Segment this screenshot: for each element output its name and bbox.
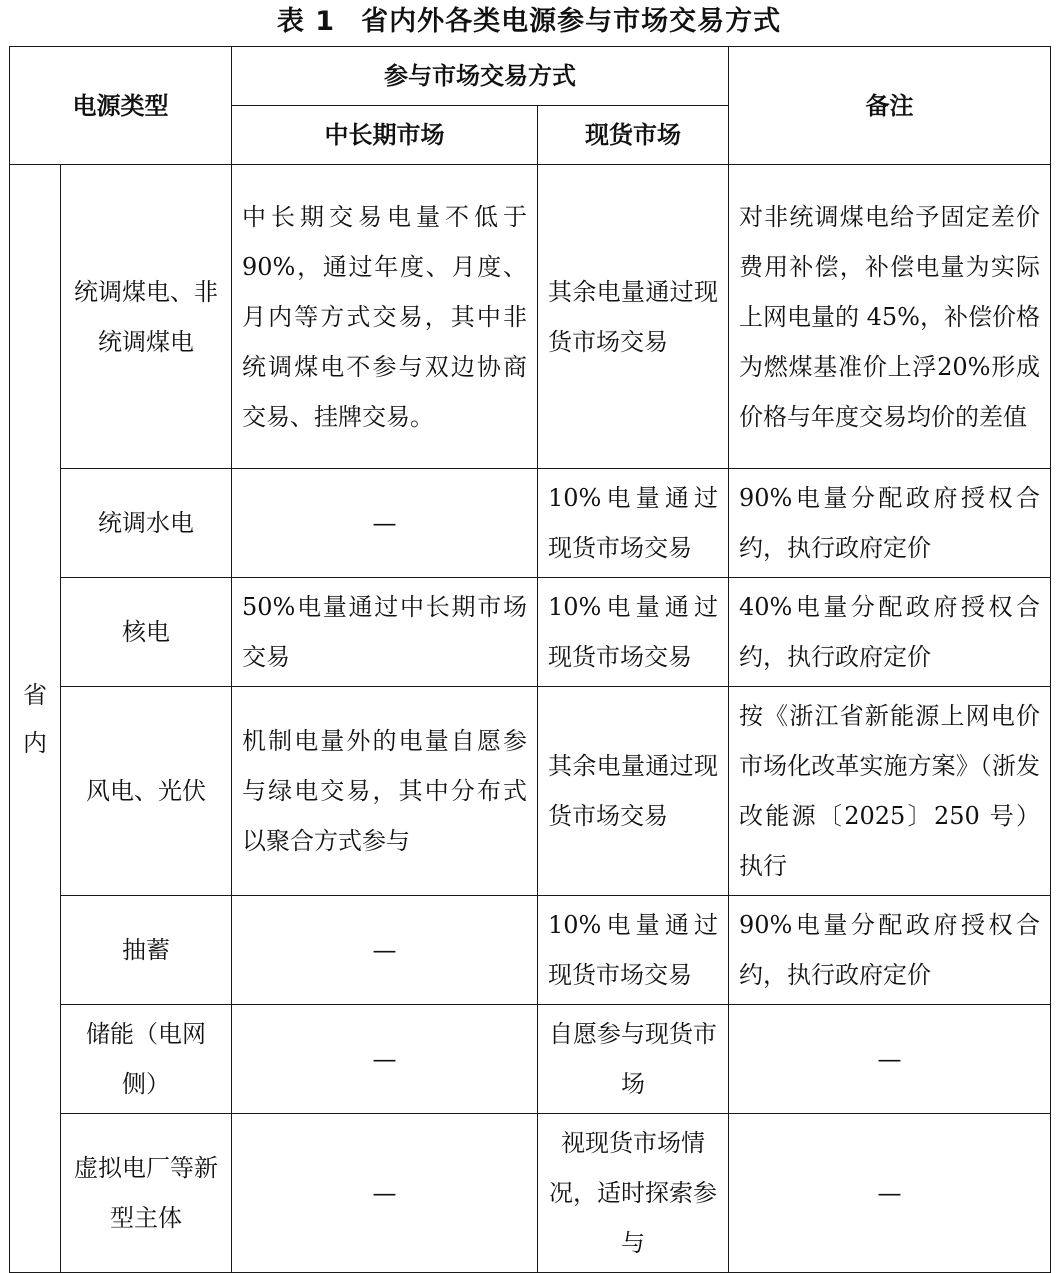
row-spot: 10%电量通过现货市场交易	[538, 578, 729, 687]
row-spot: 10%电量通过现货市场交易	[538, 896, 729, 1005]
header-participation: 参与市场交易方式	[232, 47, 729, 106]
region-char-1: 省	[23, 680, 47, 709]
header-row-1	[10, 47, 1051, 106]
table-number: 表 1	[276, 6, 336, 37]
row-mid-long: —	[232, 1114, 538, 1273]
row-remarks: 40%电量分配政府授权合约，执行政府定价	[729, 578, 1051, 687]
row-spot: 10%电量通过现货市场交易	[538, 469, 729, 578]
table-row	[10, 896, 1051, 1005]
row-mid-long: 50%电量通过中长期市场交易	[232, 578, 538, 687]
row-spot: 视现货市场情况，适时探索参与	[538, 1114, 729, 1273]
row-spot: 其余电量通过现货市场交易	[538, 165, 729, 469]
header-remarks: 备注	[729, 47, 1051, 165]
table-row	[10, 1114, 1051, 1273]
header-source-type: 电源类型	[10, 47, 232, 165]
region-char-2: 内	[23, 728, 47, 757]
table-title	[0, 2, 1058, 42]
row-type: 统调煤电、非统调煤电	[61, 165, 232, 469]
header-spot: 现货市场	[538, 106, 729, 165]
row-remarks: 对非统调煤电给予固定差价费用补偿，补偿电量为实际上网电量的 45%，补偿价格为燃煤基准价上浮20%形成价格与年度交易均价的差值	[729, 165, 1051, 469]
market-trading-table	[9, 46, 1051, 1273]
row-mid-long: —	[232, 469, 538, 578]
row-mid-long: 中长期交易电量不低于90%，通过年度、月度、月内等方式交易，其中非统调煤电不参与双边协商交易、挂牌交易。	[232, 165, 538, 469]
row-remarks: 90%电量分配政府授权合约，执行政府定价	[729, 469, 1051, 578]
region-cell	[10, 165, 61, 1273]
table-row	[10, 165, 1051, 469]
header-mid-long: 中长期市场	[232, 106, 538, 165]
row-mid-long: —	[232, 896, 538, 1005]
row-type: 统调水电	[61, 469, 232, 578]
row-spot: 其余电量通过现货市场交易	[538, 687, 729, 896]
table-row	[10, 1005, 1051, 1114]
row-remarks: 按《浙江省新能源上网电价市场化改革实施方案》（浙发改能源〔2025〕250 号）执行	[729, 687, 1051, 896]
table-row	[10, 469, 1051, 578]
row-type: 核电	[61, 578, 232, 687]
row-mid-long: 机制电量外的电量自愿参与绿电交易，其中分布式以聚合方式参与	[232, 687, 538, 896]
table-row	[10, 578, 1051, 687]
row-remarks: —	[729, 1114, 1051, 1273]
row-remarks: —	[729, 1005, 1051, 1114]
table-caption: 省内外各类电源参与市场交易方式	[361, 6, 782, 37]
row-type: 风电、光伏	[61, 687, 232, 896]
row-type: 储能（电网侧）	[61, 1005, 232, 1114]
row-spot: 自愿参与现货市场	[538, 1005, 729, 1114]
table-row	[10, 687, 1051, 896]
row-type: 抽蓄	[61, 896, 232, 1005]
row-remarks: 90%电量分配政府授权合约，执行政府定价	[729, 896, 1051, 1005]
row-type: 虚拟电厂等新型主体	[61, 1114, 232, 1273]
row-mid-long: —	[232, 1005, 538, 1114]
